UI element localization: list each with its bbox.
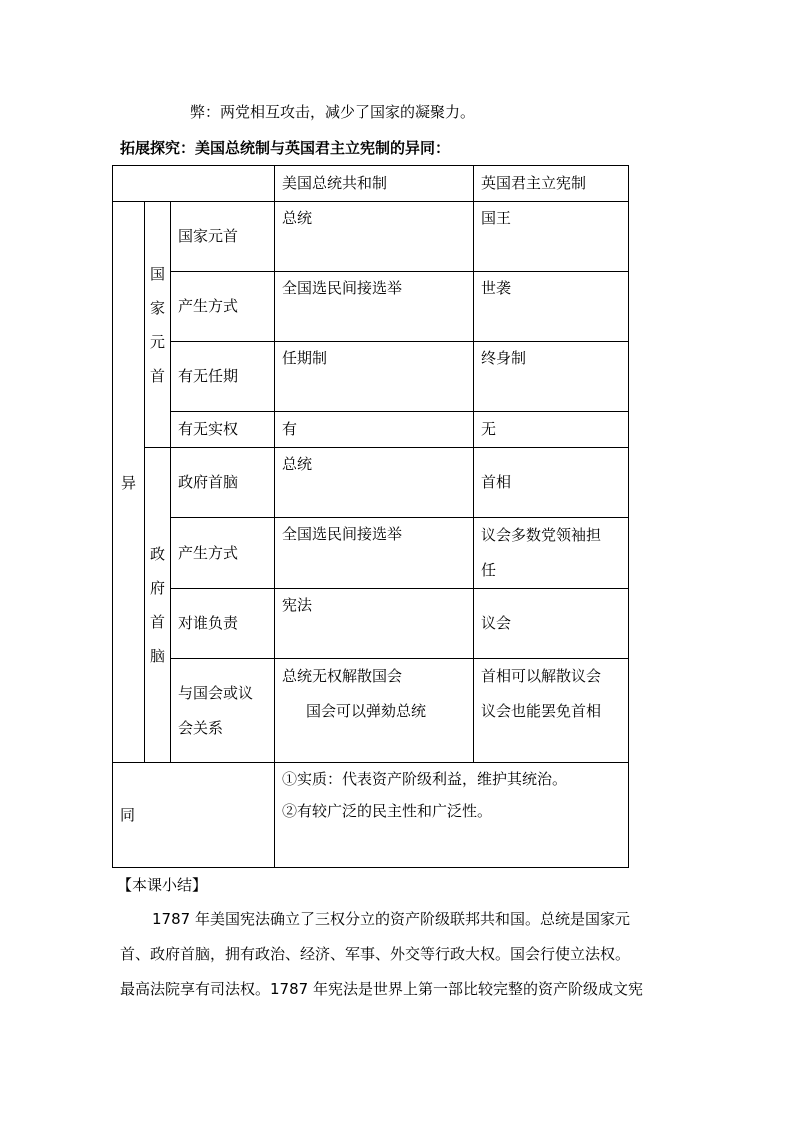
row-item: 有无任期: [171, 342, 275, 412]
cell-us: 任期制: [275, 342, 474, 412]
same-content: ①实质：代表资产阶级利益，维护其统治。 ②有较广泛的民主性和广泛性。: [275, 763, 629, 868]
cell-us: 总统: [275, 202, 474, 272]
cell-us: 总统: [275, 448, 474, 518]
cell-uk: 世袭: [474, 272, 629, 342]
row-item: 国家元首: [171, 202, 275, 272]
cell-us: 宪法: [275, 589, 474, 659]
same-label: 同: [113, 763, 275, 868]
summary-line: 首、政府首脑，拥有政治、经济、军事、外交等行政大权。国会行使立法权。: [120, 945, 631, 963]
row-item: 对谁负责: [171, 589, 275, 659]
cell-uk: 国王: [474, 202, 629, 272]
row-item: 产生方式: [171, 518, 275, 589]
row-item: 产生方式: [171, 272, 275, 342]
row-item: 有无实权: [171, 412, 275, 448]
cell-uk: 首相: [474, 448, 629, 518]
group-label-head-of-state: 国 家 元 首: [145, 202, 171, 448]
summary-line: 最高法院享有司法权。1787 年宪法是世界上第一部比较完整的资产阶级成文宪: [120, 980, 643, 998]
comparison-table: [112, 165, 629, 868]
summary-heading: 【本课小结】: [117, 876, 208, 894]
intro-line: 弊：两党相互攻击，减少了国家的凝聚力。: [190, 103, 476, 121]
row-item: 政府首脑: [171, 448, 275, 518]
cell-uk: 议会: [474, 589, 629, 659]
cell-uk: 无: [474, 412, 629, 448]
summary-line: 1787 年美国宪法确立了三权分立的资产阶级联邦共和国。总统是国家元: [152, 910, 630, 928]
cell-us: 有: [275, 412, 474, 448]
diff-label: 异: [113, 202, 145, 763]
cell-uk: 首相可以解散议会 议会也能罢免首相: [474, 659, 629, 763]
cell-uk: 终身制: [474, 342, 629, 412]
section-title: 拓展探究：美国总统制与英国君主立宪制的异同：: [120, 139, 451, 157]
table-corner-cell: [113, 166, 275, 202]
cell-uk: 议会多数党领袖担 任: [474, 518, 629, 589]
group-label-head-of-government: 政 府 首 脑: [145, 448, 171, 763]
cell-us: 全国选民间接选举: [275, 518, 474, 589]
header-uk: 英国君主立宪制: [474, 166, 629, 202]
cell-us: 全国选民间接选举: [275, 272, 474, 342]
header-us: 美国总统共和制: [275, 166, 474, 202]
row-item: 与国会或议 会关系: [171, 659, 275, 763]
cell-us: 总统无权解散国会 国会可以弹劾总统: [275, 659, 474, 763]
